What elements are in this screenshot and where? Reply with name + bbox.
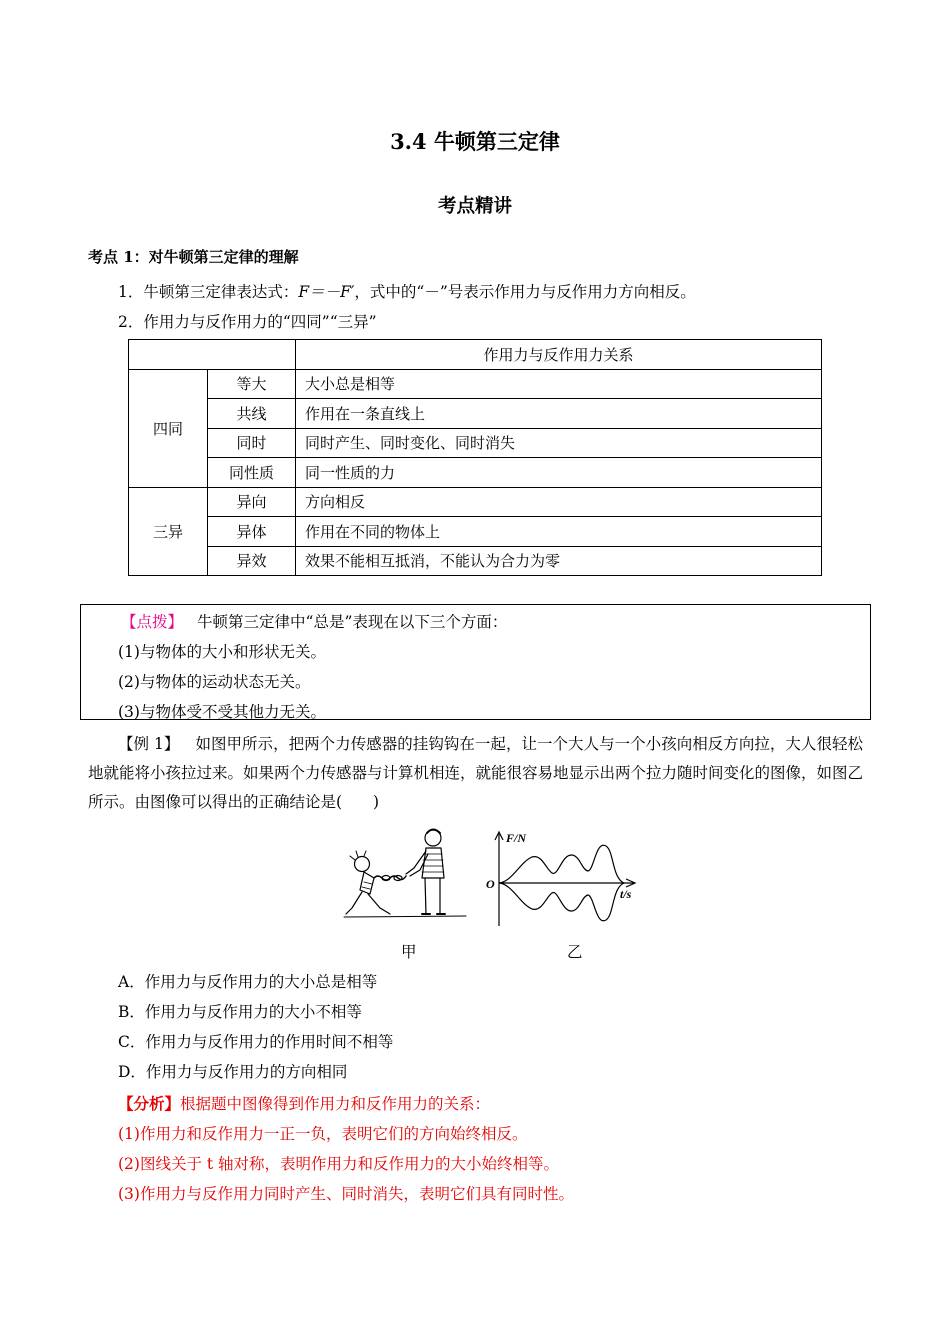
table-key: 共线 (208, 399, 296, 429)
item-1-prefix: 1．牛顿第三定律表达式： (118, 283, 299, 301)
item-2: 2．作用力与反作用力的“四同”“三异” (118, 313, 377, 331)
table-row (129, 517, 822, 547)
analysis-item: (1)作用力和反作用力一正一负，表明它们的方向始终相反。 (118, 1125, 528, 1143)
item-1-suffix: ，式中的“－”号表示作用力与反作用力方向相反。 (354, 283, 696, 301)
table-corner (129, 340, 296, 370)
force-curve-lower (499, 883, 624, 921)
table-value: 效果不能相互抵消，不能认为合力为零 (296, 546, 822, 576)
relation-table (128, 339, 822, 576)
x-axis-label: t/s (620, 887, 632, 901)
analysis-item: (2)图线关于 t 轴对称，表明作用力和反作用力的大小始终相等。 (118, 1155, 560, 1173)
option-c: C．作用力与反作用力的作用时间不相等 (118, 1033, 394, 1051)
analysis-heading (118, 1092, 490, 1114)
tip-item: (1)与物体的大小和形状无关。 (118, 643, 326, 661)
tip-item: (3)与物体受不受其他力无关。 (118, 703, 326, 721)
figure-yi-graph (484, 826, 644, 930)
table-value: 同时产生、同时变化、同时消失 (296, 428, 822, 458)
table-row (129, 458, 822, 488)
table-value: 大小总是相等 (296, 369, 822, 399)
kaodian-heading: 考点 1：对牛顿第三定律的理解 (88, 248, 299, 266)
figure-jia-illustration (340, 824, 470, 924)
force-curve-upper (499, 845, 624, 883)
item-1-formula: F＝－F′ (298, 283, 355, 301)
table-value: 作用在一条直线上 (296, 399, 822, 429)
figure-label-jia: 甲 (401, 943, 417, 961)
tip-label: 【点拨】 (121, 613, 184, 631)
table-value: 作用在不同的物体上 (296, 517, 822, 547)
analysis-text: 根据题中图像得到作用力和反作用力的关系： (180, 1095, 491, 1113)
table-key: 同时 (208, 428, 296, 458)
tip-text: 牛顿第三定律中“总是”表现在以下三个方面： (197, 613, 508, 631)
option-a: A．作用力与反作用力的大小总是相等 (118, 973, 378, 991)
analysis-item: (3)作用力与反作用力同时产生、同时消失，表明它们具有同时性。 (118, 1185, 574, 1203)
table-row (129, 487, 822, 517)
y-axis-label: F/N (506, 831, 527, 845)
group-sanyi: 三异 (129, 487, 208, 576)
table-key: 异效 (208, 546, 296, 576)
figure-label-yi: 乙 (567, 943, 583, 961)
tip-box (80, 604, 871, 720)
table-row (129, 340, 822, 370)
page-title: 3.4 牛顿第三定律 (390, 129, 560, 154)
example-paragraph (88, 730, 863, 817)
table-row (129, 399, 822, 429)
analysis-label: 【分析】 (118, 1094, 181, 1113)
group-sitong: 四同 (129, 369, 208, 487)
table-key: 同性质 (208, 458, 296, 488)
option-b: B．作用力与反作用力的大小不相等 (118, 1003, 362, 1021)
table-header: 作用力与反作用力关系 (296, 340, 822, 370)
table-row (129, 546, 822, 576)
table-row (129, 428, 822, 458)
example-label: 【例 1】 (118, 735, 180, 753)
tip-line (121, 610, 507, 632)
tip-item: (2)与物体的运动状态无关。 (118, 673, 311, 691)
item-1 (118, 280, 696, 302)
table-row (129, 369, 822, 399)
table-key: 异向 (208, 487, 296, 517)
option-d: D．作用力与反作用力的方向相同 (118, 1063, 348, 1081)
table-value: 方向相反 (296, 487, 822, 517)
table-key: 等大 (208, 369, 296, 399)
section-subtitle: 考点精讲 (437, 196, 512, 217)
table-value: 同一性质的力 (296, 458, 822, 488)
table-key: 异体 (208, 517, 296, 547)
example-text: 如图甲所示，把两个力传感器的挂钩钩在一起，让一个大人与一个小孩向相反方向拉，大人很轻松地就能将小孩拉过来。如果两个力传感器与计算机相连，就能很容易地显示出两个拉力随时间变化的图像，如图乙所示。由图像可以得出的正确结论是( ) (88, 735, 864, 811)
origin-label: O (486, 877, 495, 891)
